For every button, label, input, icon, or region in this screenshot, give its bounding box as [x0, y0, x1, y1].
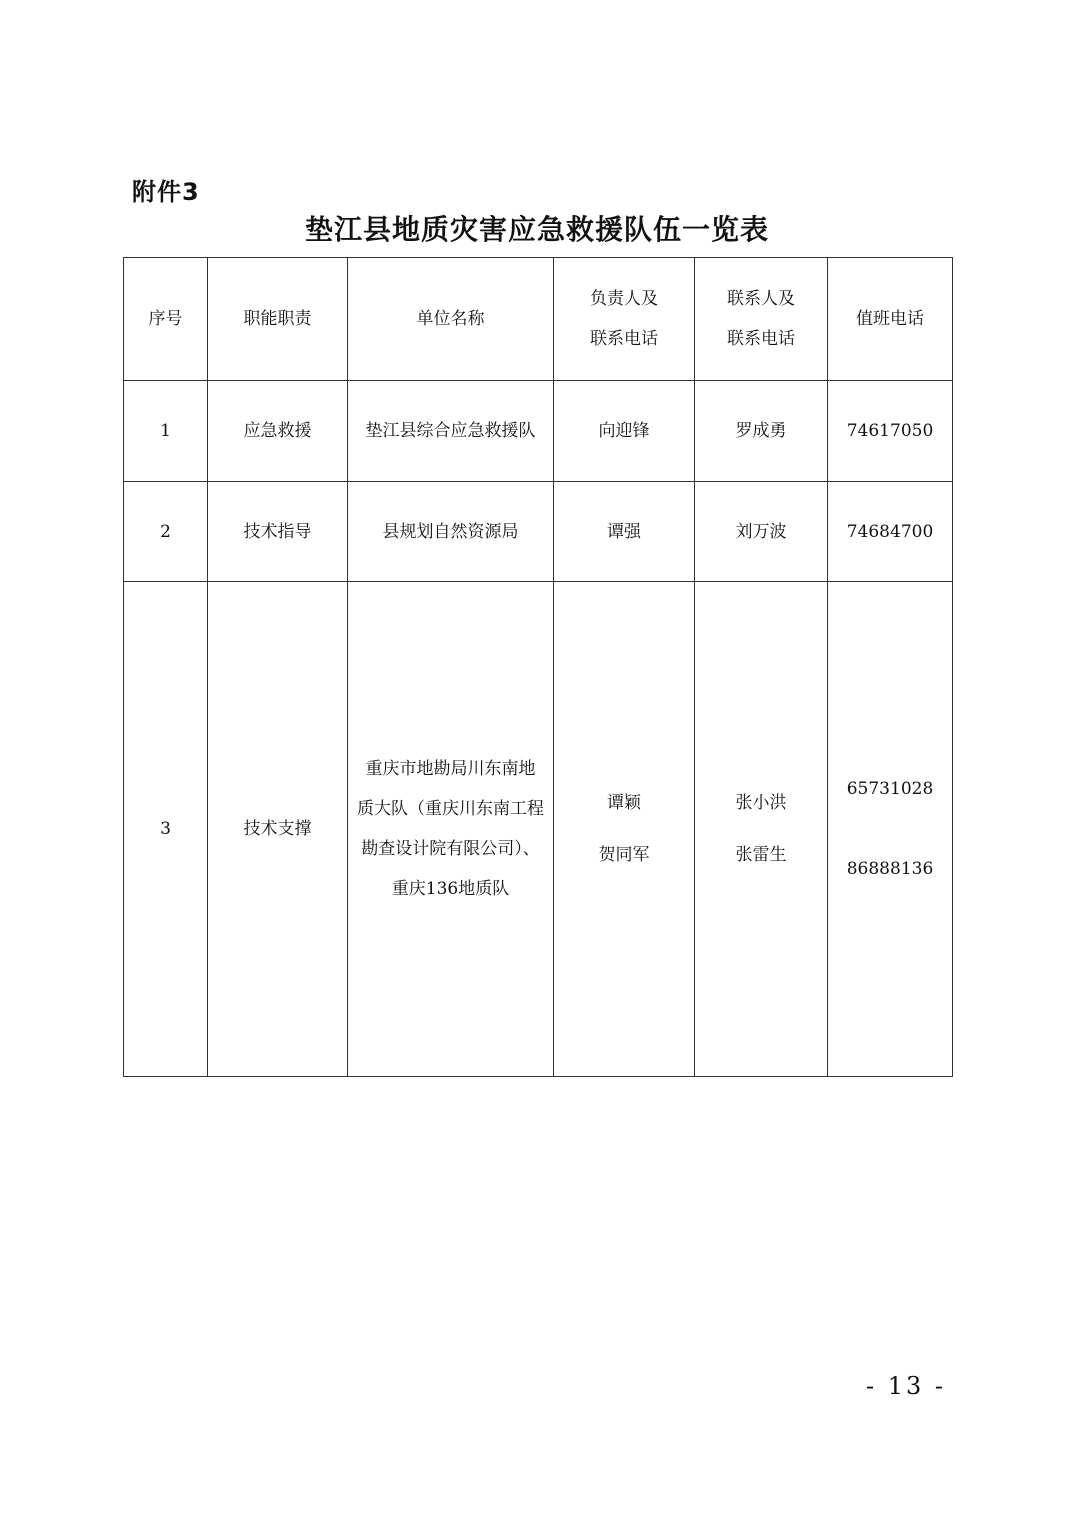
row-index: 2	[124, 482, 208, 582]
table-row	[124, 381, 953, 482]
rescue-team-table	[123, 257, 953, 1077]
row-phone: 74684700	[828, 482, 953, 582]
row-unit-line: 重庆136地质队	[391, 879, 510, 899]
header-unit: 单位名称	[348, 258, 554, 381]
row-unit-line: 勘查设计院有限公司）、	[361, 839, 540, 859]
row-unit-line: 质大队（重庆川东南工程	[357, 799, 544, 819]
table-row	[124, 482, 953, 582]
row-duty: 技术支撑	[208, 582, 348, 1077]
row-contact: 罗成勇	[695, 381, 828, 482]
row-contact: 刘万波	[695, 482, 828, 582]
header-index: 序号	[124, 258, 208, 381]
row-phone: 74617050	[828, 381, 953, 482]
row-phone-number: 65731028	[846, 779, 934, 799]
document-title: 垫江县地质灾害应急救援队伍一览表	[304, 213, 769, 246]
row-leader: 向迎锋	[554, 381, 695, 482]
row-unit	[348, 582, 554, 1077]
row-phone	[828, 582, 953, 1077]
row-leader: 谭强	[554, 482, 695, 582]
row-leader-name: 谭颖	[607, 793, 641, 813]
table-row	[124, 582, 953, 1077]
header-leader-line1: 负责人及	[590, 289, 658, 309]
row-duty: 应急救援	[208, 381, 348, 482]
header-duty: 职能职责	[208, 258, 348, 381]
row-duty: 技术指导	[208, 482, 348, 582]
row-contact	[695, 582, 828, 1077]
row-index: 3	[124, 582, 208, 1077]
row-unit: 垫江县综合应急救援队	[348, 381, 554, 482]
row-leader	[554, 582, 695, 1077]
header-duty-phone: 值班电话	[828, 258, 953, 381]
header-contact-line2: 联系电话	[727, 329, 795, 349]
header-leader-line2: 联系电话	[590, 329, 658, 349]
page-number: - 13 -	[866, 1372, 947, 1400]
row-unit-line: 重庆市地勘局川东南地	[365, 759, 536, 779]
row-contact-name: 张雷生	[735, 845, 787, 865]
header-leader	[554, 258, 695, 381]
header-contact-line1: 联系人及	[727, 289, 795, 309]
header-contact	[695, 258, 828, 381]
row-leader-name: 贺同军	[598, 845, 650, 865]
attachment-label: 附件3	[132, 178, 200, 206]
row-phone-number: 86888136	[846, 859, 934, 879]
row-index: 1	[124, 381, 208, 482]
row-unit: 县规划自然资源局	[348, 482, 554, 582]
table-header-row	[124, 258, 953, 381]
row-contact-name: 张小洪	[735, 793, 787, 813]
